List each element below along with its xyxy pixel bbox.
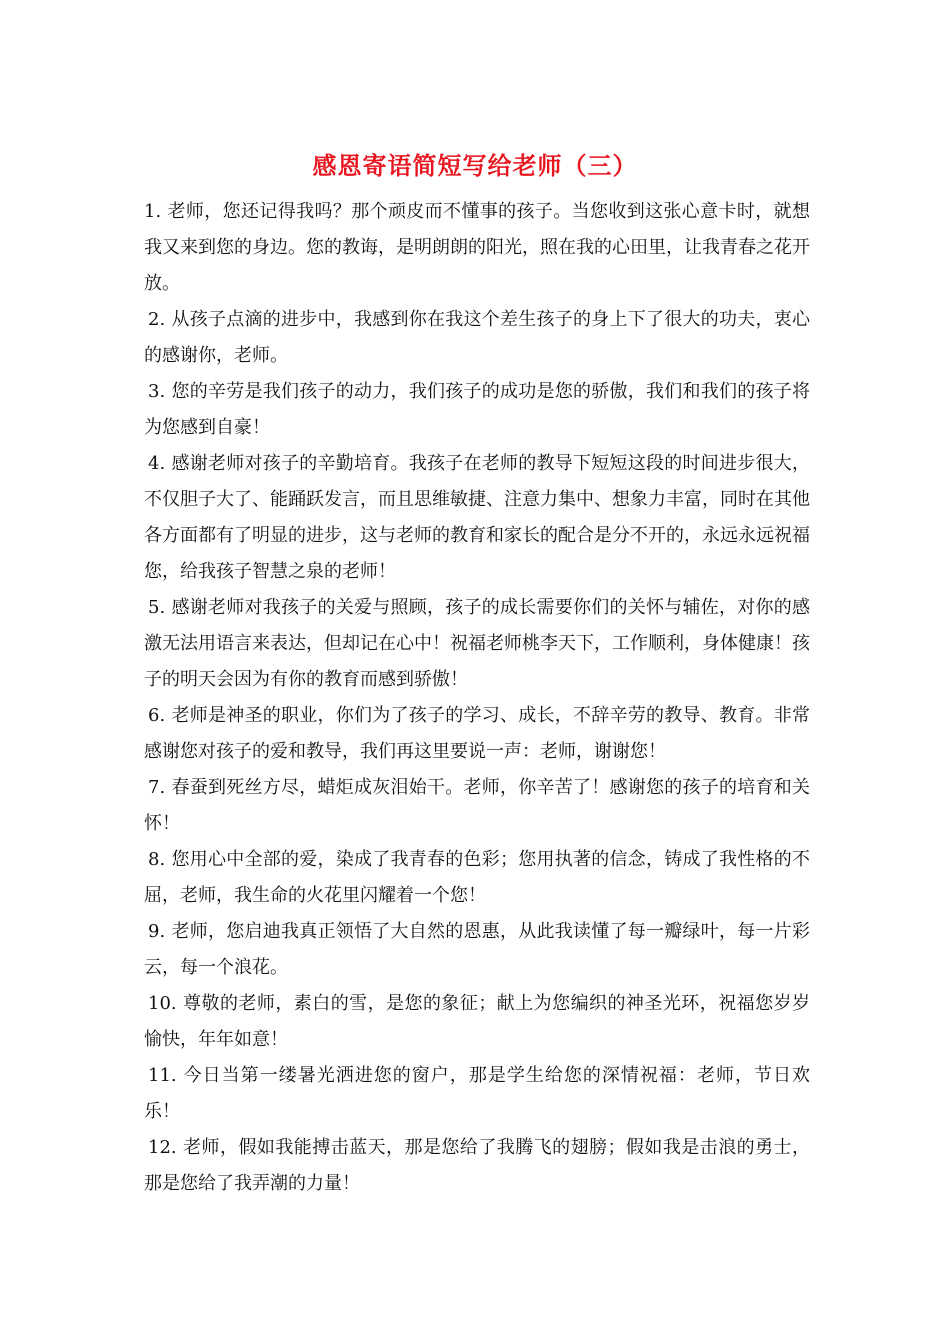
list-item [144,770,810,842]
list-item [144,302,810,374]
item-text: 老师是神圣的职业，你们为了孩子的学习、成长，不辞辛劳的教导、教育。非常感谢您对孩子的爱和教导，我们再这里要说一声：老师，谢谢您！ [144,705,810,762]
item-number: 9. [148,921,166,942]
item-number: 10. [148,993,177,1014]
item-text: 老师，假如我能搏击蓝天，那是您给了我腾飞的翅膀；假如我是击浪的勇士，那是您给了我弄潮的力量！ [144,1137,810,1194]
item-number: 5. [148,597,166,618]
list-item [144,914,810,986]
item-text: 感谢老师对孩子的辛勤培育。我孩子在老师的教导下短短这段的时间进步很大，不仅胆子大了、能踊跃发言，而且思维敏捷、注意力集中、想象力丰富，同时在其他各方面都有了明显的进步，这与老师的教育和家长的配合是分不开的，永远永远祝福您，给我孩子智慧之泉的老师！ [144,453,810,582]
item-number: 1. [144,201,162,222]
list-item [144,374,810,446]
item-number: 11. [148,1065,177,1086]
item-number: 4. [148,453,166,474]
document-body [144,194,810,1202]
list-item [144,986,810,1058]
list-item [144,842,810,914]
list-item [144,590,810,698]
item-number: 12. [148,1137,177,1158]
item-text: 您用心中全部的爱，染成了我青春的色彩；您用执著的信念，铸成了我性格的不屈，老师，我生命的火花里闪耀着一个您！ [144,849,810,906]
list-item [144,446,810,590]
item-text: 老师，您启迪我真正领悟了大自然的恩惠，从此我读懂了每一瓣绿叶，每一片彩云，每一个浪花。 [144,921,810,978]
list-item [144,698,810,770]
item-text: 尊敬的老师，素白的雪，是您的象征；献上为您编织的神圣光环，祝福您岁岁愉快，年年如意！ [144,993,810,1050]
item-number: 3. [148,381,166,402]
item-text: 春蚕到死丝方尽，蜡炬成灰泪始干。老师，你辛苦了！感谢您的孩子的培育和关怀！ [144,777,810,834]
item-number: 2. [148,309,166,330]
item-text: 老师，您还记得我吗？那个顽皮而不懂事的孩子。当您收到这张心意卡时，就想我又来到您的身边。您的教诲，是明朗朗的阳光，照在我的心田里，让我青春之花开放。 [144,201,810,294]
item-number: 7. [148,777,166,798]
item-text: 从孩子点滴的进步中，我感到你在我这个差生孩子的身上下了很大的功夫，衷心的感谢你，老师。 [144,309,810,366]
page-title: 感恩寄语简短写给老师（三） [312,151,638,180]
item-text: 您的辛劳是我们孩子的动力，我们孩子的成功是您的骄傲，我们和我们的孩子将为您感到自豪！ [144,381,810,438]
item-number: 8. [148,849,166,870]
list-item [144,1058,810,1130]
list-item [144,1130,810,1202]
item-number: 6. [148,705,166,726]
item-text: 感谢老师对我孩子的关爱与照顾，孩子的成长需要你们的关怀与辅佐，对你的感激无法用语言来表达，但却记在心中！祝福老师桃李天下，工作顺利，身体健康！孩子的明天会因为有你的教育而感到骄傲！ [144,597,810,690]
item-text: 今日当第一缕暑光洒进您的窗户，那是学生给您的深情祝福：老师，节日欢乐！ [144,1065,810,1122]
list-item [144,194,810,302]
